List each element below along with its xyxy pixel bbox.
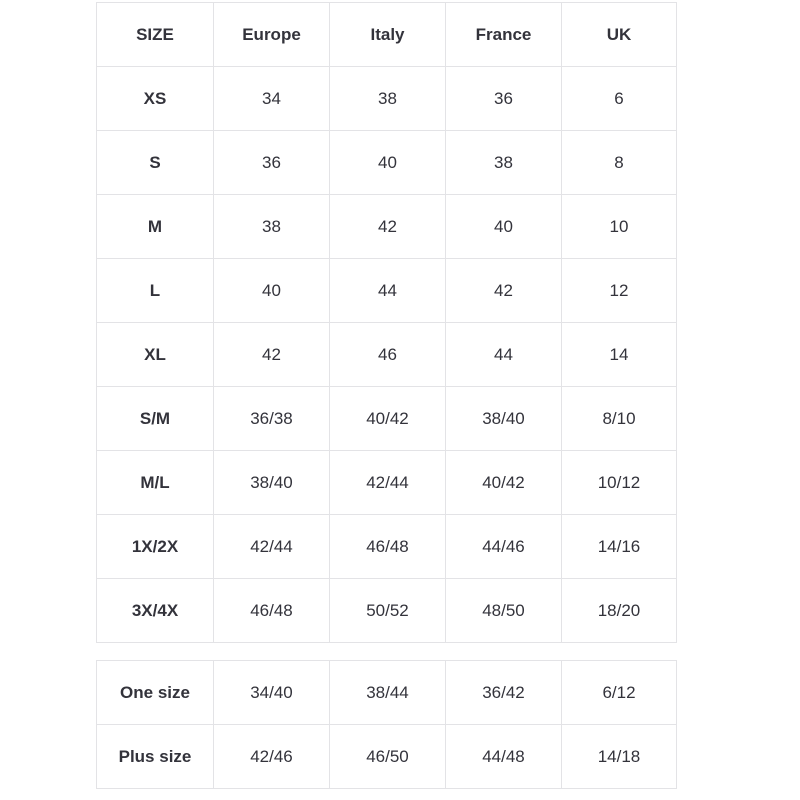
row-label: S	[97, 131, 214, 195]
table-cell: 42/44	[214, 515, 330, 579]
column-header-france: France	[446, 3, 562, 67]
table-row	[97, 515, 677, 579]
table-row	[97, 579, 677, 643]
table-cell: 40	[330, 131, 446, 195]
column-header-size: SIZE	[97, 3, 214, 67]
table-row	[97, 451, 677, 515]
table-cell: 18/20	[562, 579, 677, 643]
secondary-size-table-container	[96, 660, 676, 789]
table-cell: 6	[562, 67, 677, 131]
table-cell: 38/44	[330, 661, 446, 725]
table-cell: 46	[330, 323, 446, 387]
table-cell: 44/48	[446, 725, 562, 789]
table-cell: 8	[562, 131, 677, 195]
table-cell: 46/48	[214, 579, 330, 643]
table-cell: 38/40	[214, 451, 330, 515]
main-size-table-body	[97, 67, 677, 643]
table-cell: 42/46	[214, 725, 330, 789]
table-cell: 38	[330, 67, 446, 131]
table-row	[97, 67, 677, 131]
table-cell: 14	[562, 323, 677, 387]
row-label: M/L	[97, 451, 214, 515]
table-cell: 36	[446, 67, 562, 131]
table-cell: 42	[446, 259, 562, 323]
main-size-table-head	[97, 3, 677, 67]
table-cell: 50/52	[330, 579, 446, 643]
secondary-size-table	[96, 660, 677, 789]
table-row	[97, 259, 677, 323]
table-cell: 46/48	[330, 515, 446, 579]
table-cell: 42/44	[330, 451, 446, 515]
table-cell: 42	[214, 323, 330, 387]
main-size-table-container	[96, 2, 676, 643]
secondary-size-table-body	[97, 661, 677, 789]
table-cell: 8/10	[562, 387, 677, 451]
table-cell: 40/42	[446, 451, 562, 515]
main-size-table	[96, 2, 677, 643]
table-cell: 40	[446, 195, 562, 259]
table-row	[97, 387, 677, 451]
table-row	[97, 323, 677, 387]
row-label: XS	[97, 67, 214, 131]
table-cell: 44/46	[446, 515, 562, 579]
row-label: 1X/2X	[97, 515, 214, 579]
table-row	[97, 131, 677, 195]
table-cell: 46/50	[330, 725, 446, 789]
table-cell: 10	[562, 195, 677, 259]
row-label: M	[97, 195, 214, 259]
table-cell: 48/50	[446, 579, 562, 643]
row-label: XL	[97, 323, 214, 387]
column-header-italy: Italy	[330, 3, 446, 67]
table-cell: 34/40	[214, 661, 330, 725]
table-row	[97, 661, 677, 725]
column-header-uk: UK	[562, 3, 677, 67]
row-label: S/M	[97, 387, 214, 451]
table-cell: 40/42	[330, 387, 446, 451]
table-cell: 34	[214, 67, 330, 131]
table-cell: 38	[214, 195, 330, 259]
table-row	[97, 725, 677, 789]
table-cell: 10/12	[562, 451, 677, 515]
column-header-europe: Europe	[214, 3, 330, 67]
table-cell: 40	[214, 259, 330, 323]
table-cell: 38	[446, 131, 562, 195]
table-cell: 14/18	[562, 725, 677, 789]
table-cell: 44	[446, 323, 562, 387]
table-cell: 38/40	[446, 387, 562, 451]
row-label: L	[97, 259, 214, 323]
table-header-row	[97, 3, 677, 67]
table-cell: 42	[330, 195, 446, 259]
table-cell: 44	[330, 259, 446, 323]
table-cell: 6/12	[562, 661, 677, 725]
table-cell: 12	[562, 259, 677, 323]
table-cell: 36	[214, 131, 330, 195]
table-cell: 36/38	[214, 387, 330, 451]
table-row	[97, 195, 677, 259]
table-cell: 14/16	[562, 515, 677, 579]
row-label: Plus size	[97, 725, 214, 789]
row-label: 3X/4X	[97, 579, 214, 643]
table-cell: 36/42	[446, 661, 562, 725]
row-label: One size	[97, 661, 214, 725]
